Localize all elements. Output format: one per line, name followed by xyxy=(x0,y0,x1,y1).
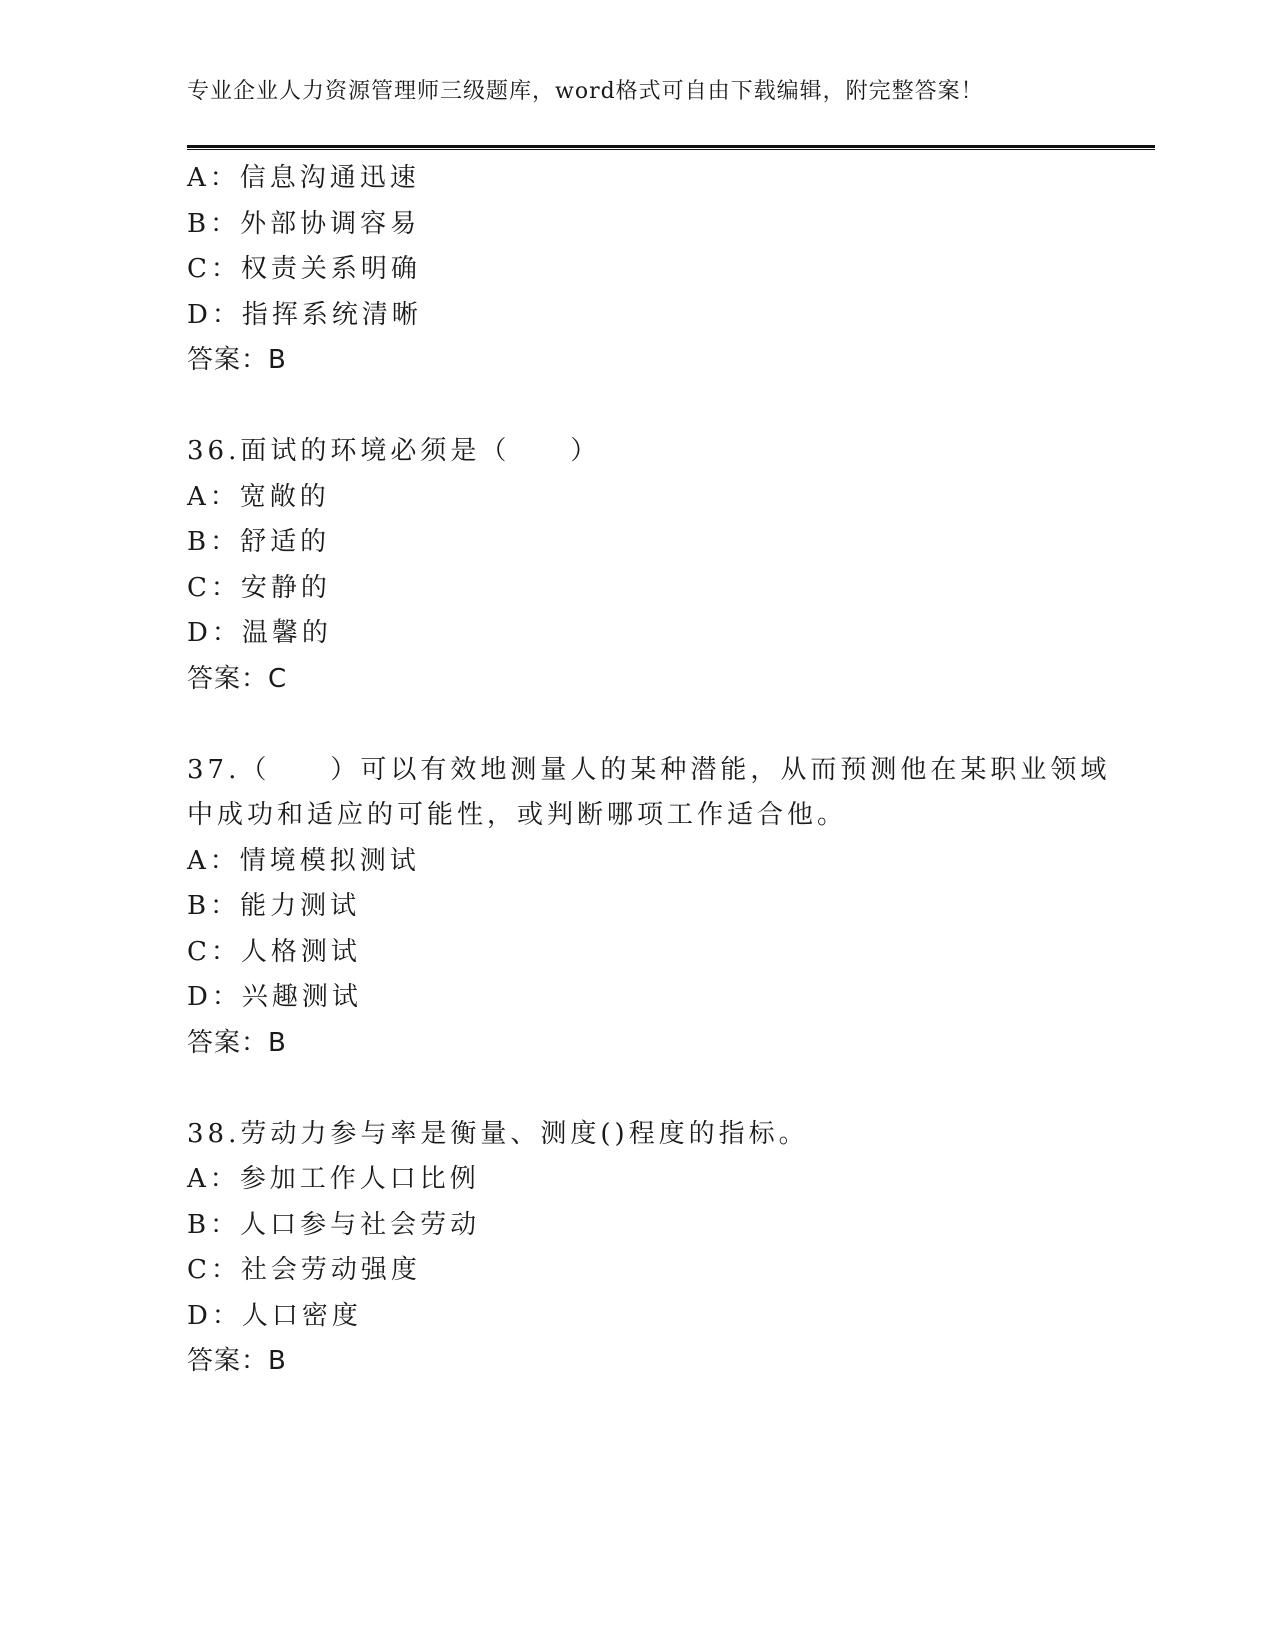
answer: 答案：C xyxy=(187,663,288,694)
spacer xyxy=(187,384,1087,430)
question-38 xyxy=(187,1112,1087,1385)
answer: 答案：B xyxy=(187,1346,287,1376)
option-b: B：人口参与社会劳动 xyxy=(187,1209,481,1240)
page-header: 专业企业人力资源管理师三级题库，word格式可自由下载编辑，附完整答案！ xyxy=(187,79,984,104)
spacer xyxy=(187,1066,1087,1112)
question-stem-line-2: 中成功和适应的可能性，或判断哪项工作适合他。 xyxy=(187,800,848,830)
question-stem-line-1: 37.（ ）可以有效地测量人的某种潜能，从而预测他在某职业领域 xyxy=(187,754,1111,785)
question-36 xyxy=(187,429,1087,702)
answer: 答案：B xyxy=(187,1027,287,1058)
question-stem: 36.面试的环境必须是（ ） xyxy=(187,436,601,466)
question-35-tail xyxy=(187,156,1087,384)
answer: 答案：B xyxy=(187,345,287,375)
option-d: D：兴趣测试 xyxy=(187,982,362,1012)
option-d: D：指挥系统清晰 xyxy=(187,299,422,330)
question-list xyxy=(187,156,1111,1385)
option-b: B：舒适的 xyxy=(187,527,331,557)
question-37 xyxy=(187,748,1111,1067)
option-d: D：温馨的 xyxy=(187,618,332,648)
option-a: A：信息沟通迅速 xyxy=(187,163,420,193)
option-a: A：情境模拟测试 xyxy=(187,845,420,876)
spacer xyxy=(187,702,1087,748)
option-d: D：人口密度 xyxy=(187,1300,362,1331)
option-b: B：外部协调容易 xyxy=(187,208,421,239)
option-a: A：宽敞的 xyxy=(187,481,330,512)
option-c: C：安静的 xyxy=(187,572,331,603)
option-b: B：能力测试 xyxy=(187,891,361,921)
option-c: C：社会劳动强度 xyxy=(187,1255,421,1285)
question-stem: 38.劳动力参与率是衡量、测度()程度的指标。 xyxy=(187,1118,809,1149)
option-a: A：参加工作人口比例 xyxy=(187,1164,480,1194)
header-divider xyxy=(187,145,1155,150)
option-c: C：人格测试 xyxy=(187,936,361,967)
option-c: C：权责关系明确 xyxy=(187,254,421,284)
